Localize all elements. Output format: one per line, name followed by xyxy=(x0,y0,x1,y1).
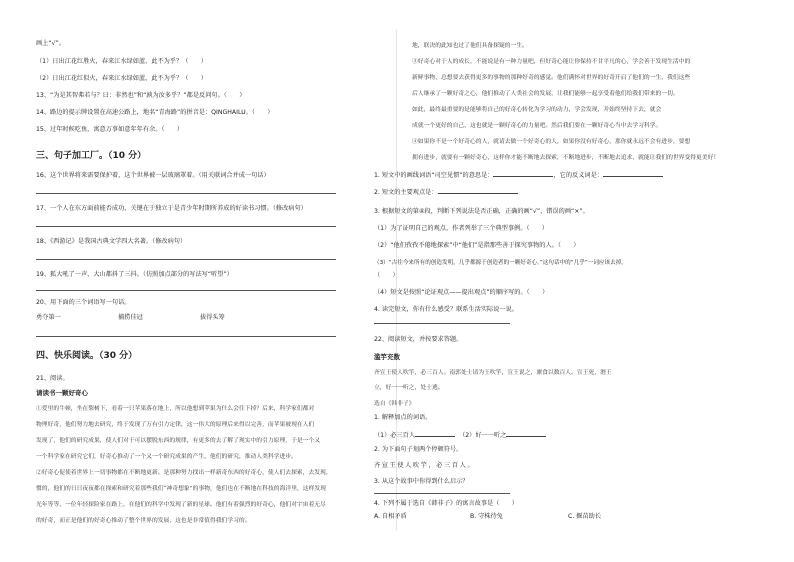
answer-line[interactable] xyxy=(36,259,336,260)
left-line: 画上“√”。 xyxy=(36,40,65,47)
q-item: 15、过年时候吃鱼，寓意万事如意年年有余。（ ） xyxy=(36,126,184,133)
passage-line: 一个科学家在研究它们，好奇心推动了一个又一个研究成果的产生，他们的研究，推动人类科学进步。 xyxy=(36,454,297,460)
q-item: 18、《西游记》是我国古典文学四大名著。（修改病句） xyxy=(36,238,187,245)
passage-line: 立，好一一听之，处士逃。 xyxy=(374,385,444,391)
q-item: 17、一个人在东方面前能否成功，关键在于独立于是青少年时期所养成的好读书习惯。（修改病句） xyxy=(36,205,307,212)
answer-blank[interactable] xyxy=(506,430,546,437)
q-item: 21、阅读。 xyxy=(36,375,69,382)
answer-blank[interactable] xyxy=(438,187,518,194)
sentence-to-mark: 齐宣王使人吹竽，必三百人。 xyxy=(374,462,476,469)
passage-title: 滥竽充数 xyxy=(374,353,400,361)
q-item: 19、狐大吼了一声，大山都抖了三抖。（仿照加点部分的写法写“听望”） xyxy=(36,271,233,278)
option-b[interactable]: B. 守株待兔 xyxy=(470,513,503,520)
answer-line[interactable] xyxy=(36,336,336,337)
question-2: 2. 为下面句子划两个停顿符号。 xyxy=(374,446,463,453)
passage-line: 物理好奇，他们努力地去研究，终于发现了万有引力定律，这一伟大的原理后来得以完善，而苹果被现在人们 xyxy=(36,422,315,428)
q3-option: （2）“他们孜孜不倦地探索”中“他们”是指那些善于探究事物的人。（ ） xyxy=(374,242,580,249)
question-2 xyxy=(374,187,518,197)
q3-option: （3）“古往今来所有的创造发明，几乎都源于创造者的一颗好奇心。”这句话中的“几乎”一词应该去掉。 xyxy=(374,260,627,266)
q3-option: （4）短文是按照“论证观点——提出观点”的顺序写的。（ ） xyxy=(374,289,549,296)
passage-line: 的好奇，而正是他们的好奇心推动了整个世界的发展，这也是非常值得我们学习的。 xyxy=(36,518,251,524)
q1-prompt-2: ，它的反义词是： xyxy=(553,172,603,179)
answer-blank[interactable] xyxy=(493,170,553,177)
option-c[interactable]: C. 揠苗助长 xyxy=(568,513,602,520)
passage-line: 拥有进步，就要有一颗好奇心，这样你才能不断地去探索，不断地进步，不断地去追求，就能让我们的世界变得更美好！ xyxy=(412,155,720,161)
passage-line: 惯的，他们的日日夜夜都在探索和研究着那些我们“神奇想象”的事物，他们也在不断地在科技的海洋里，这样发现 xyxy=(36,486,326,492)
answer-line[interactable] xyxy=(374,493,510,494)
q-item: 13、“为是其智弗若与？曰：非然也”和“孰为汝多乎？”都是反问句。（ ） xyxy=(36,92,246,99)
q3-option-paren: （ ） xyxy=(374,272,399,279)
section-heading: 三、句子加工厂。（10 分） xyxy=(36,151,147,161)
passage-title: 请读书一颗好奇心 xyxy=(36,389,88,397)
q-item: （1）日出江花红胜火，春来江水绿如蓝，此不为乎？（ ） xyxy=(36,58,207,65)
answer-line[interactable] xyxy=(36,290,336,291)
q1-item-1: （1）必三百人 xyxy=(374,432,416,439)
question-4: 4. 下列不属于选自《韩非子》的寓言故事是（ ） xyxy=(374,500,518,507)
source-note: 选自《韩非子》 xyxy=(374,401,415,407)
q-item: 22、阅读短文，并按要求答题。 xyxy=(374,336,463,343)
option-a[interactable]: A. 自相矛盾 xyxy=(374,513,407,520)
word-1: 勇夺第一 xyxy=(36,314,61,321)
q-item: 16、这个世界将来需要保护着，这个世界被一层玻璃罩着。（用关联词合并成一句话） xyxy=(36,172,270,179)
passage-line: ④如果你不是一个好奇心的人，就请去做一个好奇心的人，如果你没有好奇心，那你就永远不会有进步，要想 xyxy=(412,139,691,145)
passage-line: 光年等等，一位年轻探险家在路上，在他们的科学中发现了新的星球。他们有着强烈的好奇心，他们对宇宙着无尽 xyxy=(36,502,326,508)
answer-line[interactable] xyxy=(36,226,336,227)
answer-blank[interactable] xyxy=(603,170,663,177)
question-4: 4. 读完短文，你有什么感受？联系生活实际说一说。 xyxy=(374,306,518,313)
question-3: 3. 从这个故事中你得到什么启示？ xyxy=(374,478,469,485)
q-item: 14、路边的提示牌设置在高速公路上，地名“青海路”的拼音是：QINGHAILU。（ ） xyxy=(36,109,274,116)
q-item: 20、用下面的三个词语写一句话。 xyxy=(36,299,131,306)
question-1 xyxy=(374,170,663,180)
answer-blank[interactable] xyxy=(415,430,455,437)
answer-line[interactable] xyxy=(374,323,510,324)
word-2: 捕捞佳冠 xyxy=(118,314,143,321)
q3-option: （1）为了证明自己的观点，作者列举了三个典型事例。（ ） xyxy=(374,225,549,232)
q2-prompt: 2. 短文的主要观点是： xyxy=(374,189,438,196)
answer-line[interactable] xyxy=(36,193,336,194)
passage-line: ①爱里的牛顿，坐在梨树下，看着一只苹果落在地上，所以他想到苹果为什么会往下掉？后来，科学家们都对 xyxy=(36,406,315,412)
q1-item-2: （2）好一一听之 xyxy=(459,432,507,439)
passage-line: 新鲜事物，总想要去获得更多的事物的那种好奇的感觉。他们满怀对世界的好奇开启了他们的一生，我们这些 xyxy=(412,75,691,81)
passage-line: 成就一个更好的自己，这也就是一颗好奇心的力量吧。然后我们要在一颗好奇心当中去学习科学。 xyxy=(412,123,662,129)
passage-line: 发现了，他们的研究成果，使人们对于可以摆脱东西的规律，有更多的去了解了现实中的引力原理，于是一个又 xyxy=(36,438,321,444)
word-3: 拔得头筹 xyxy=(200,314,225,321)
section-heading: 四、快乐阅读。（30 分） xyxy=(36,351,138,361)
passage-line: 地，联决的此知也过了他们具备探疑的一生。 xyxy=(412,43,528,49)
q1-prompt: 1. 短文中的画线词语“司空见惯”的意思是： xyxy=(374,172,494,179)
q1-items xyxy=(374,430,546,440)
question-1: 1. 解释加点的词语。 xyxy=(374,414,432,421)
passage-line: ②好奇心促使着世界上一切事物都在不断地更新。是那种努力找出一样新奇东西的好奇心，使人们去探索，去发现， xyxy=(36,470,332,476)
q-item: （2）日出江花红似火，春来江水绿如蓝，此不为乎？（ ） xyxy=(36,75,207,82)
question-3: 3. 根据短文的第④段，判断下列说法是否正确，正确的画“√”，错误的画“×”。 xyxy=(374,208,589,215)
column-divider xyxy=(396,30,397,530)
passage-line: ③好奇心对于人的成长，不能说是有一种力量吧，但好奇心能让你保持不甘平凡的心，学会善于发现生活中的 xyxy=(412,59,691,65)
passage-line: 如此，最终最重要的是能够将自己的好奇心转化为学习的动力，学会发现，并始终坚持下去，就会 xyxy=(412,107,662,113)
passage-line: 齐宣王使人吹竽，必三百人。南郭处士请为王吹竽，宣王说之，廪食以数百人。宣王死，湣王 xyxy=(374,370,612,376)
passage-line: 后人继承了一颗好奇之心，他们推动了人类社会的发展，让我们能够一起享受着他们给我们带来的一切。 xyxy=(412,91,679,97)
